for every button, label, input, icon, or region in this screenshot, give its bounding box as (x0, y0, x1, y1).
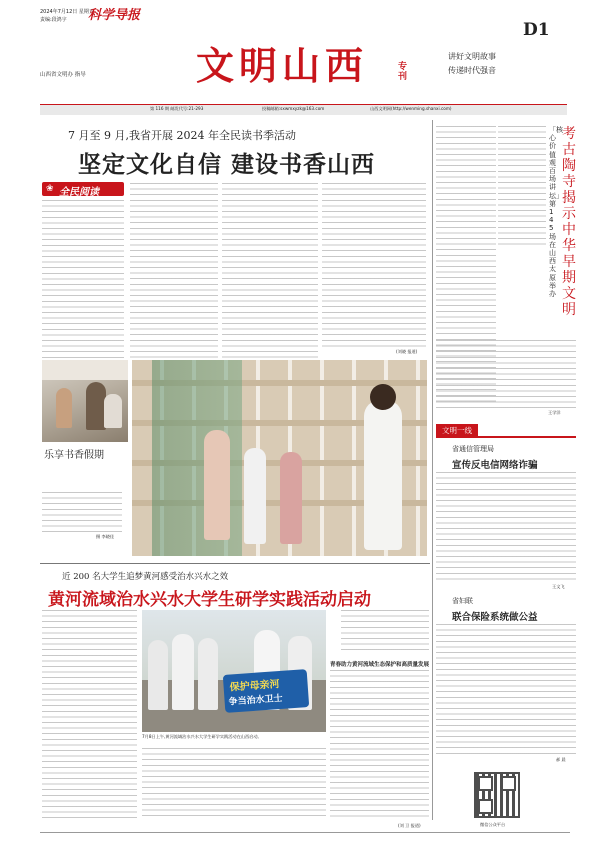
sidebar-item1-kicker: 省通信管理局 (452, 445, 494, 453)
student-photo-caption: 7月8日上午,黄河流域治水兴水大学生研学实践活动在山西启动。 (142, 734, 262, 739)
right-column-divider (432, 120, 433, 820)
co-organizer: 山西省文明办 指导 (40, 72, 86, 78)
sidebar-item2-headline: 联合保险系统做公益 (452, 612, 538, 623)
lead-headline: 坚定文化自信 建设书香山西 (78, 151, 376, 178)
lead-signature: (刘晓 报道) (396, 349, 418, 354)
photo-credit: 摄 李晓佳 (96, 534, 115, 539)
vertical-headline: 考古陶寺揭示中华早期文明 (562, 126, 576, 318)
website: 山西文明网(http://wenming.shanxi.com) (370, 106, 452, 111)
photo-caption-text (42, 492, 122, 534)
submission-email: 投稿邮箱:sxwmxyzk@163.com (262, 106, 325, 111)
bottom-subheading: 青春助力黄河流域生态保护和高质量发展 (330, 662, 430, 668)
bottom-body-col-1 (42, 610, 137, 820)
bottom-divider (40, 563, 430, 564)
lead-body-col-1 (42, 200, 124, 358)
slogan-line-2: 传递时代强音 (448, 66, 496, 75)
lead-kicker: 7 月至 9 月,我省开展 2024 年全民读书季活动 (68, 129, 296, 142)
sidebar-item2-body (436, 624, 576, 756)
bottom-signature: (刘 卫 报道) (398, 823, 421, 828)
lead-body-col-2 (130, 183, 218, 358)
vertical-subtitle: 「核心价值观百场讲坛」第145场在山西太原举办 (549, 126, 563, 299)
slogan-line-1: 讲好文明故事 (448, 52, 496, 61)
issue-date: 2024年7月12日 星期五 (40, 9, 94, 15)
student-photo (142, 610, 326, 732)
photo-caption: 乐享书香假期 (44, 450, 104, 461)
bottom-headline: 黄河流域治水兴水大学生研学实践活动启动 (48, 590, 371, 610)
issue-info: 第 116 期 邮发代号:21-293 (150, 106, 204, 111)
sidebar-item1-body (436, 472, 576, 584)
qr-label: 微信公众平台 (480, 822, 506, 827)
sidebar-item1-headline: 宣传反电信网络诈骗 (452, 460, 538, 471)
library-photo (132, 360, 427, 556)
section-title: 文明山西 (196, 43, 369, 88)
right-body-col-2 (498, 126, 546, 246)
paper-logo: 科学导报 (88, 8, 141, 23)
banner-line-2: 争当治水卫士 (228, 693, 283, 708)
lead-body-col-4 (322, 183, 426, 348)
book-icon: ❀ (46, 184, 54, 194)
sidebar-section-label (436, 424, 576, 438)
bottom-body-col-2 (341, 610, 429, 650)
page-editor: 责编:段鸿宇 (40, 17, 67, 23)
bottom-body-col-4 (142, 748, 326, 820)
sidebar-item1-signature: 王文飞 (552, 584, 565, 589)
section-suffix: 专刊 (398, 62, 408, 82)
sidebar-item2-signature: 郝 晨 (556, 757, 566, 762)
lead-body-col-3 (222, 183, 318, 358)
column-tag-label: 全民阅读 (59, 187, 99, 198)
sidebar-item2-kicker: 省妇联 (452, 597, 473, 605)
column-tag (42, 182, 124, 196)
page-bottom-rule (40, 832, 570, 833)
page-number: D1 (523, 20, 550, 40)
sidebar-label: 文明一线 (436, 424, 478, 437)
qr-code (474, 772, 520, 818)
right-reporter: 王学洋 (548, 410, 561, 415)
banner-line-1: 保护母亲河 (229, 679, 280, 694)
bottom-kicker: 近 200 名大学生追梦黄河感受治水兴水之效 (62, 572, 229, 582)
reading-photo-small (42, 360, 128, 442)
right-body-col-3 (436, 340, 576, 410)
bottom-body-col-3 (330, 670, 429, 820)
